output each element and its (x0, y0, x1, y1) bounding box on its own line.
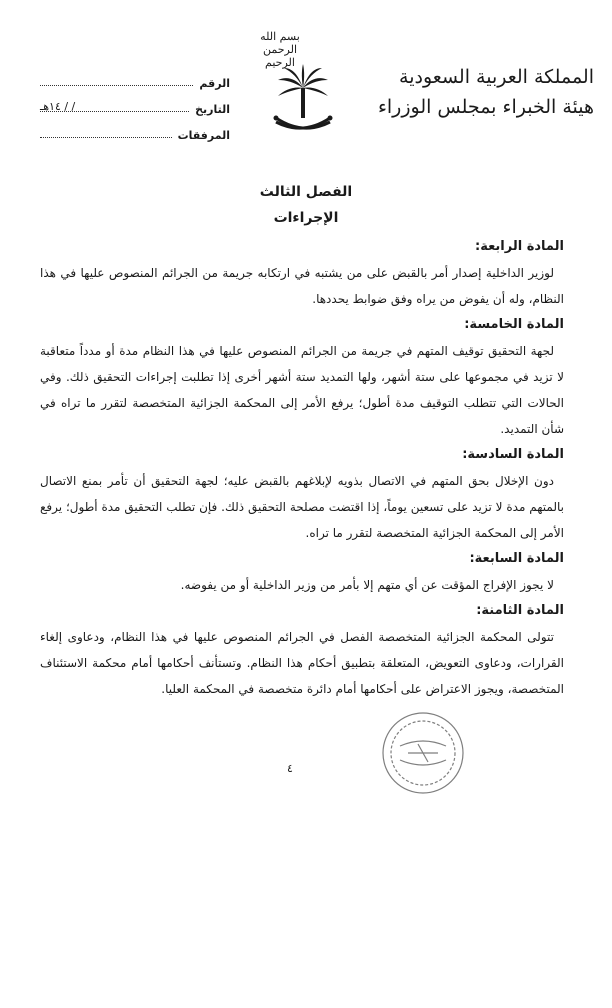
article-heading: المادة الرابعة: (475, 239, 564, 254)
article-text: دون الإخلال بحق المتهم في الاتصال بذويه لإبلاغهم بالقبض عليه؛ لجهة التحقيق أن تأمر بمنع الاتصال بالمتهم مدة لا تزيد على تسعين يوماً، إذا اقتضت مصلحة التحقيق ذلك. فإن تطلب التحقيق مدة أطول؛ يرفع الأمر إلى المحكمة الجزائية المتخصصة لتقرر ما تراه. (40, 474, 564, 540)
article-7 (40, 546, 564, 598)
page-number: ٤ (287, 762, 293, 775)
article-heading: المادة السادسة: (462, 447, 564, 462)
kingdom-name: المملكة العربية السعودية (399, 66, 594, 88)
reference-line (40, 75, 193, 86)
attachments-label: المرفقات (177, 129, 230, 142)
article-text: لوزير الداخلية إصدار أمر بالقبض على من يشتبه في ارتكابه جريمة من الجرائم المنصوص عليها في هذا النظام، وله أن يفوض من يراه وفق ضوابط يحددها. (40, 266, 564, 306)
date-label: التاريخ (195, 103, 230, 116)
attachments-row (40, 116, 230, 142)
chapter-title: الفصل الثالث (259, 184, 353, 200)
official-seal-stamp (378, 708, 468, 798)
article-text: لجهة التحقيق توقيف المتهم في جريمة من الجرائم المنصوص عليها في هذا النظام مدة أو مدداً متعاقبة لا تزيد في مجموعها على ستة أشهر، ولها التمديد ستة أشهر أخرى إذا تطلبت إجراءات التحقيق ذلك. وفي الحالات التي تتطلب التوقيف مدة أطول؛ يرفع الأمر إلى المحكمة الجزائية المتخصصة لتقرر ما تراه في شأن التمديد. (40, 344, 564, 436)
article-heading: المادة الثامنة: (476, 603, 564, 618)
article-text: لا يجوز الإفراج المؤقت عن أي متهم إلا بأمر من وزير الداخلية أو من يفوضه. (180, 578, 554, 592)
reference-row (40, 64, 230, 90)
article-heading: المادة السابعة: (469, 551, 564, 566)
basmala: بسم الله الرحمن الرحيم (260, 30, 300, 69)
article-6 (40, 442, 564, 546)
attachments-line (40, 127, 172, 138)
article-5 (40, 312, 564, 442)
date-value: / / ١٤هـ (40, 100, 76, 113)
article-text: تتولى المحكمة الجزائية المتخصصة الفصل في الجرائم المنصوص عليها في هذا النظام، ودعاوى إلغاء القرارات، ودعاوى التعويض، المتعلقة بتطبيق أحكام هذا النظام. وتستأنف أحكامها أمام محكمة الاستئناف المتخصصة، ويجوز الاعتراض على أحكامها أمام دائرة متخصصة في المحكمة العليا. (40, 630, 564, 696)
date-row (40, 90, 230, 116)
article-heading: المادة الخامسة: (464, 317, 564, 332)
issuing-authority (374, 62, 594, 122)
date-line (40, 101, 189, 112)
reference-block (40, 64, 230, 142)
article-4 (40, 234, 564, 312)
reference-label: الرقم (199, 77, 230, 90)
saudi-emblem-icon (268, 60, 338, 140)
chapter-subtitle: الإجراءات (273, 210, 339, 226)
bureau-name: هيئة الخبراء بمجلس الوزراء (377, 96, 594, 118)
article-8 (40, 598, 564, 702)
